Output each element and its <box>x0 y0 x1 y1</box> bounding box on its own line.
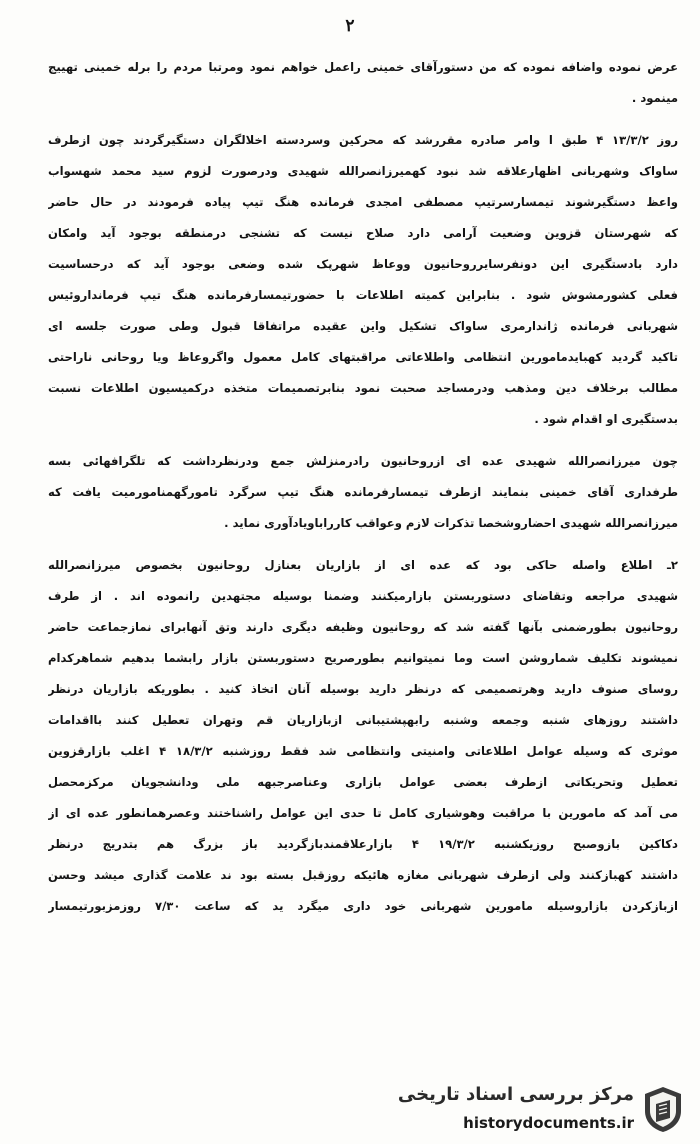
archive-watermark <box>392 1082 692 1140</box>
text-line: روحانیون بطورضمنی بآنها گفته شد که روحانیون وظیفه دیگری دارند وتق آنهابرای نمازجماعت حاضر <box>48 620 678 634</box>
archive-title: مرکز بررسی اسناد تاریخی <box>397 1084 634 1105</box>
text-line: داشتند روزهای شنبه وجمعه وشنبه رابهپشتیبانی ازبازاریان قم وتهران تعطیل کنند بااقدامات <box>48 713 678 727</box>
text-line: واعظ دستگیرشوند تیمسارسرتیپ مصطفی امجدی فرمانده هنگ تیپ پیاده فرمودند در حال حاضر <box>48 195 678 209</box>
text-line: دارد بادستگیری این دونفرسایرروحانیون ووعاظ شهرپک شده وضعی بوجود آید که درحساسیت <box>48 257 678 271</box>
text-line: ۲ـ اطلاع واصله حاکی بود که عده ای از بازاریان بعنازل روحانیون بخصوص میرزانصرالله <box>48 558 678 572</box>
text-line: تاکید گردید کهبایدمامورین انتظامی واطلاعاتی مراقبتهای کامل معمول واگروعاظ ویا روحانی ناراحتی <box>48 350 678 364</box>
archive-url: historydocuments.ir <box>463 1114 634 1132</box>
text-line: ازبازکردن بازاروسیله مامورین شهربانی خود داری میگرد ید که ساعت ۷/۳۰ روزمزبورتیمسار <box>48 899 678 913</box>
text-line: روز ۱۳/۳/۲ ۴ طبق ا وامر صادره مقررشد که محرکین وسردسته اخلالگران دستگیرگردند چون ازطرف <box>48 133 678 147</box>
text-line: تعطیل وتحریکاتی ازطرف بعضی عوامل بازاری وعناصرجبهه ملی ودانشجویان مرکزمحصل <box>48 775 678 789</box>
text-line: مینمود . <box>631 91 678 105</box>
text-line: میرزانصرالله شهیدی احضاروشخصا تذکرات لازم وعواقب کارراباویادآوری نماید . <box>224 516 678 530</box>
text-line: که شهرستان قزوین وضعیت آرامی دارد صلاح نیست که تشنجی درمنطقه بوجود آید وامکان <box>48 226 678 240</box>
page-number: ۲ <box>345 16 355 36</box>
text-line: فعلی کشورمشوش شود . بنابراین کمیته اطلاعات با حضورتیمسارفرمانده هنگ تیپ فرمانداروئیس <box>48 288 678 302</box>
text-line: بدستگیری او اقدام شود . <box>534 412 678 426</box>
text-line: مطالب برخلاف دین ومذهب ودرمساجد صحبت نمود بنابرتصمیمات متخذه درکمیسیون اطلاعات نسبت <box>48 381 678 395</box>
text-line: ساواک وشهربانی اظهارعلاقه شد نبود کهمیرزانصرالله شهیدی ودرصورت لزوم سید محمد شهسواب <box>48 164 678 178</box>
text-line: طرفداری آقای خمینی بنمایند ازطرف تیمسارفرمانده هنگ تیپ سرگرد تامورگهمنامورمیت یافت که <box>48 485 678 499</box>
archive-logo-icon <box>640 1084 686 1134</box>
document-body <box>48 52 678 922</box>
text-line: شهیدی مراجعه وتقاضای دستوربستن بازارمیکنند وضمنا بوسیله مجتهدین رانموده اند . از طرف <box>48 589 678 603</box>
text-line: عرض نموده واضافه نموده که من دستورآقای خمینی راعمل خواهم نمود ومرتبا مردم را برله خمینی تهییج <box>48 60 678 74</box>
text-line: چون میرزانصرالله شهیدی عده ای ازروحانیون رادرمنزلش جمع ودرنظرداشت که تلگرافهائی بسه <box>48 454 678 468</box>
text-line: شهربانی فرمانده ژاندارمری ساواک تشکیل واین عقیده مراتفاقا قبول وطی صورت جلسه ای <box>48 319 678 333</box>
text-line: موثری که وسیله عوامل اطلاعاتی وامنیتی وانتظامی شد فقط روزشنبه ۱۸/۳/۲ ۴ اغلب بازارقزوین <box>48 744 678 758</box>
text-line: دکاکین بازوصبح روزیکشنبه ۱۹/۳/۲ ۴ بازارعلاقمندبازگردید باز بزرگ هم بتدریج درنظر <box>48 837 678 851</box>
text-line: داشتند کهبازکنند ولی ازطرف شهربانی مغازه هائیکه روزقبل بسته بود ند علامت گذاری میشد وحسن <box>48 868 678 882</box>
text-line: روسای صنوف دارید وهرتصمیمی که درنظر دارید بوسیله آنان اتخاذ کنید . بطوریکه بازاریان درنظر <box>48 682 678 696</box>
text-line: نمیشوند تکلیف شماروشن است وما نمیتوانیم بطورصریح دستوربستن بازار رابشما بدهیم شماهرکدام <box>48 651 678 665</box>
text-line: می آمد که مامورین با مراقبت وهوشیاری کامل تا حدی این عوامل راشناختند وعصرهمانطور عده ای از <box>48 806 678 820</box>
